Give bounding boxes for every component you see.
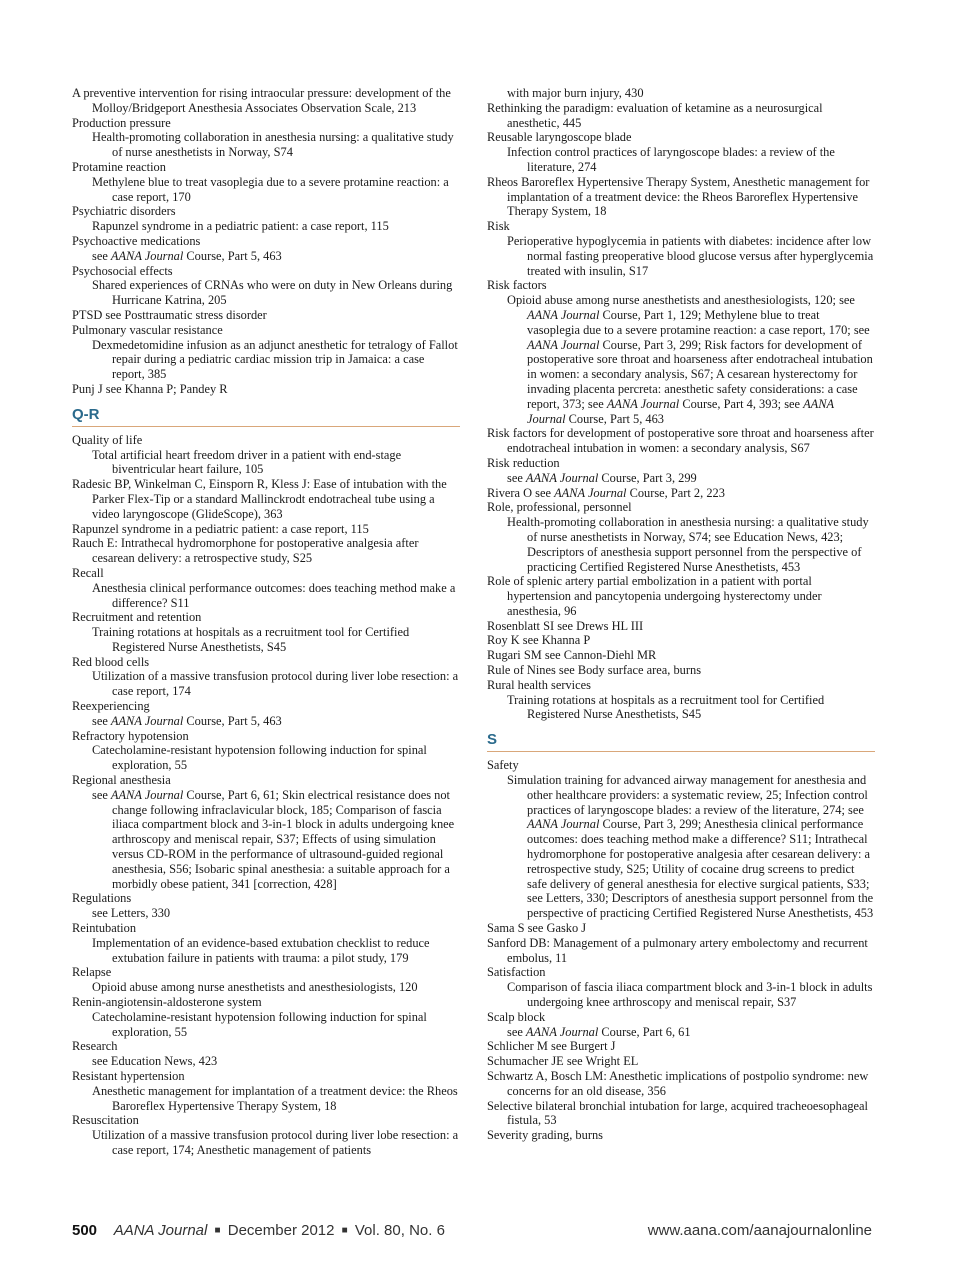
index-subentry: Perioperative hypoglycemia in patients with diabetes: incidence after low normal fasting preoperative blood glucose versus after hyperglycemia treated with insulin, S17 — [507, 233, 874, 278]
index-subentry: see AANA Journal Course, Part 5, 463 — [92, 713, 282, 728]
index-subentry: Opioid abuse among nurse anesthetists and anesthesiologists, 120; see AANA Journal Course, Part 1, 129; Methylene blue to treat vasoplegia due to a severe protamine reaction: a case report, 170; see AANA Journal Course, Part 3, 299; Risk factors for development of postoperative sore throat and hoarseness after endotracheal intubation in women: a secondary analysis, S67; A cesarean hysterectomy for invading placenta percreta: anesthetic safety considerations: a case report, 373; see AANA Journal Course, Part 4, 393; see AANA Journal Course, Part 5, 463 — [507, 293, 873, 426]
index-subentry: Catecholamine-resistant hypotension following induction for spinal exploration, 55 — [92, 1009, 427, 1039]
section-heading: Q-R — [72, 406, 460, 427]
index-subentry: Simulation training for advanced airway management for anesthesia and other healthcare providers: a systematic review, 25; Infection control practices of laryngoscope blades: a review of the literature, 274; see AANA Journal Course, Part 3, 299; Anesthesia clinical performance outcomes: does teaching method make a difference? S11; Intrathecal hydromorphone for postoperative analgesia after cesarean delivery: a retrospective study, S25; Utility of cocaine drug screens to predict safe delivery of general anesthesia for elective surgical patients, S33; see Letters, 330; Descriptors of anesthesia support personnel from the perspective of practicing Certified Registered Nurse Anesthetists, 453 — [507, 773, 874, 921]
journal-title-italic: AANA Journal — [606, 396, 680, 411]
index-entry: Pulmonary vascular resistance — [72, 322, 223, 337]
index-subentry: see AANA Journal Course, Part 5, 463 — [92, 248, 282, 263]
index-entry: Risk factors — [487, 278, 547, 293]
journal-title-italic: AANA Journal — [525, 1024, 599, 1039]
journal-name: AANA Journal — [113, 1222, 208, 1239]
separator-glyph: ■ — [214, 1225, 221, 1236]
index-entry: Rivera O see AANA Journal Course, Part 2, 223 — [487, 485, 725, 500]
journal-title-italic: AANA Journal — [110, 787, 184, 802]
index-entry: Rugari SM see Cannon-Diehl MR — [487, 648, 657, 663]
index-entry: Resistant hypertension — [72, 1069, 185, 1083]
index-entry: Radesic BP, Winkelman C, Einsporn R, Kless J: Ease of intubation with the Parker Flex-Tip or a standard Mallinckrodt endotracheal tube using a video laryngoscope (GlideScope), 363 — [72, 477, 447, 521]
index-entry: Production pressure — [72, 115, 171, 130]
index-entry: Risk reduction — [487, 455, 560, 470]
index-entry: Rural health services — [487, 677, 591, 692]
journal-title-italic: AANA Journal — [554, 485, 627, 500]
index-entry: Rule of Nines see Body surface area, burns — [487, 663, 702, 678]
index-entry: Roy K see Khanna P — [487, 633, 591, 648]
journal-url-link[interactable]: www.aana.com/aanajournalonline — [647, 1222, 872, 1239]
right-column — [487, 86, 875, 1143]
index-subentry: Dexmedetomidine infusion as an adjunct anesthetic for tetralogy of Fallot repair during a pediatric cardiac mission trip in Jamaica: a case report, 385 — [92, 337, 458, 382]
index-subentry: Training rotations at hospitals as a recruitment tool for Certified Registered Nurse Anesthetists, S45 — [507, 692, 825, 722]
journal-title-italic: AANA Journal — [527, 817, 600, 832]
index-entry: Renin-angiotensin-aldosterone system — [72, 995, 262, 1010]
index-entry: Satisfaction — [487, 965, 546, 980]
index-entry: Reusable laryngoscope blade — [487, 130, 632, 145]
issue-date: December 2012 — [227, 1222, 335, 1239]
index-entry: Risk factors for development of postoperative sore throat and hoarseness after endotracheal intubation in women: a secondary analysis, S67 — [487, 426, 874, 456]
index-entry: Schwartz A, Bosch LM: Anesthetic implications of postpolio syndrome: new concerns for an old disease, 356 — [487, 1069, 869, 1098]
page-number: 500 — [72, 1222, 98, 1239]
index-subentry: Training rotations at hospitals as a recruitment tool for Certified Registered Nurse Anesthetists, S45 — [92, 625, 410, 654]
index-subentry: Utilization of a massive transfusion protocol during liver lobe resection: a case report, 174; Anesthetic management of patients — [92, 1128, 459, 1157]
volume-info: Vol. 80, No. 6 — [354, 1222, 445, 1239]
index-subentry: Catecholamine-resistant hypotension following induction for spinal exploration, 55 — [92, 743, 427, 773]
index-entry: Regional anesthesia — [72, 773, 171, 788]
index-entry: Regulations — [72, 891, 132, 906]
index-entry: Red blood cells — [72, 654, 150, 669]
index-entry: Risk — [487, 219, 510, 234]
index-entry: Reexperiencing — [72, 699, 150, 714]
index-subentry: Implementation of an evidence-based extubation checklist to reduce extubation failure in patients with trauma: a pilot study, 179 — [92, 935, 430, 965]
index-entry: Refractory hypotension — [72, 728, 189, 743]
index-subentry: Rapunzel syndrome in a pediatric patient: a case report, 115 — [92, 219, 389, 234]
separator-glyph: ■ — [341, 1225, 348, 1236]
journal-title-italic: AANA Journal — [527, 396, 834, 426]
index-entry: Punj J see Khanna P; Pandey R — [72, 381, 228, 396]
index-subentry: Utilization of a massive transfusion protocol during liver lobe resection: a case report, 174 — [92, 669, 459, 699]
index-entry: Schlicher M see Burgert J — [487, 1039, 616, 1054]
index-subentry: see AANA Journal Course, Part 6, 61; Skin electrical resistance does not change following infraclavicular block, 185; Comparison of fascia iliaca compartment block and 3-in-1 block in adults undergoing knee arthroscopy and meniscal repair, S37; Effects of using simulation versus CD-ROM in the performance of ultrasound-guided regional anesthesia, S56; Isobaric spinal anesthesia: a suitable approach for a morbidly obese patient, 341 [correction, 428] — [92, 787, 455, 891]
index-subentry: Health-promoting collaboration in anesthesia nursing: a qualitative study of nurse anesthetists in Norway, S74 — [92, 130, 454, 160]
index-entry: Reintubation — [72, 921, 137, 936]
index-entry: Psychoactive medications — [72, 233, 201, 248]
journal-title-italic: AANA Journal — [525, 470, 599, 485]
index-entry: Scalp block — [487, 1009, 546, 1024]
index-subentry: Anesthetic management for implantation of a treatment device: the Rheos Baroreflex Hypertensive Therapy System, 18 — [92, 1083, 458, 1113]
index-subentry: Methylene blue to treat vasoplegia due to a severe protamine reaction: a case report, 170 — [92, 174, 449, 204]
index-entry: Role, professional, personnel — [487, 500, 632, 515]
index-entry: Rauch E: Intrathecal hydromorphone for postoperative analgesia after cesarean delivery: a retrospective study, S25 — [72, 536, 419, 566]
index-entry: Recruitment and retention — [72, 610, 202, 625]
index-subentry: Shared experiences of CRNAs who were on duty in New Orleans during Hurricane Katrina, 205 — [92, 278, 453, 308]
journal-title-italic: AANA Journal — [110, 713, 184, 728]
index-subentry: Total artificial heart freedom driver in a patient with end-stage biventricular heart failure, 105 — [92, 447, 402, 477]
index-subentry: see AANA Journal Course, Part 3, 299 — [507, 470, 697, 485]
index-entry: Sama S see Gasko J — [487, 921, 587, 936]
index-subentry: Opioid abuse among nurse anesthetists and anesthesiologists, 120 — [92, 980, 418, 995]
journal-title-italic: AANA Journal — [527, 337, 600, 352]
index-subentry: Infection control practices of laryngoscope blades: a review of the literature, 274 — [507, 145, 835, 174]
index-entry: Research — [72, 1039, 118, 1054]
journal-title-italic: AANA Journal — [110, 248, 184, 263]
index-subentry: see Education News, 423 — [92, 1054, 218, 1069]
index-entry: Rosenblatt SI see Drews HL III — [487, 618, 644, 633]
index-entry: Rapunzel syndrome in a pediatric patient: a case report, 115 — [72, 521, 369, 536]
index-entry: Quality of life — [72, 432, 143, 447]
index-continuation: with major burn injury, 430 — [507, 86, 644, 100]
left-column — [72, 86, 460, 1158]
journal-title-italic: AANA Journal — [527, 307, 600, 322]
index-entry: Recall — [72, 565, 104, 580]
index-entry: PTSD see Posttraumatic stress disorder — [72, 307, 267, 322]
index-subentry: Comparison of fascia iliaca compartment block and 3-in-1 block in adults undergoing knee arthroscopy and meniscal repair, S37 — [507, 980, 873, 1010]
index-entry: Relapse — [72, 965, 112, 980]
index-subentry: Anesthesia clinical performance outcomes: does teaching method make a difference? S11 — [92, 580, 456, 610]
index-entry: Rheos Baroreflex Hypertensive Therapy System, Anesthetic management for implantation of a treatment device: the Rheos Baroreflex Hypertensive Therapy System, 18 — [487, 174, 870, 219]
index-entry: Rethinking the paradigm: evaluation of ketamine as a neurosurgical anesthetic, 445 — [487, 100, 823, 130]
index-entry: Sanford DB: Management of a pulmonary artery embolectomy and recurrent embolus, 11 — [487, 935, 868, 965]
index-entry: Role of splenic artery partial embolization in a patient with portal hypertension and pancytopenia undergoing hysterectomy under anesthesia, 96 — [487, 574, 822, 618]
index-entry: Protamine reaction — [72, 159, 166, 174]
index-entry: Selective bilateral bronchial intubation for large, acquired tracheoesophageal fistula, 53 — [487, 1098, 868, 1128]
index-subentry: see AANA Journal Course, Part 6, 61 — [507, 1024, 691, 1039]
index-entry: Severity grading, burns — [487, 1128, 603, 1143]
index-subentry: see Letters, 330 — [92, 906, 171, 921]
index-entry: Resuscitation — [72, 1113, 139, 1128]
index-subentry: Health-promoting collaboration in anesthesia nursing: a qualitative study of nurse anesthetists in Norway, S74; see Education News, 423; Descriptors of anesthesia support personnel from the perspective of practicing Certified Registered Nurse Anesthetists, 453 — [507, 515, 869, 574]
section-heading: S — [487, 731, 875, 752]
index-entry: A preventive intervention for rising intraocular pressure: development of the Molloy/Bridgeport Anesthesia Associates Observation Scale, 213 — [72, 86, 451, 115]
page-footer — [72, 1222, 872, 1244]
index-entry: Safety — [487, 758, 519, 773]
index-entry: Psychosocial effects — [72, 263, 173, 278]
index-entry: Psychiatric disorders — [72, 204, 176, 219]
index-entry: Schumacher JE see Wright EL — [487, 1054, 639, 1069]
